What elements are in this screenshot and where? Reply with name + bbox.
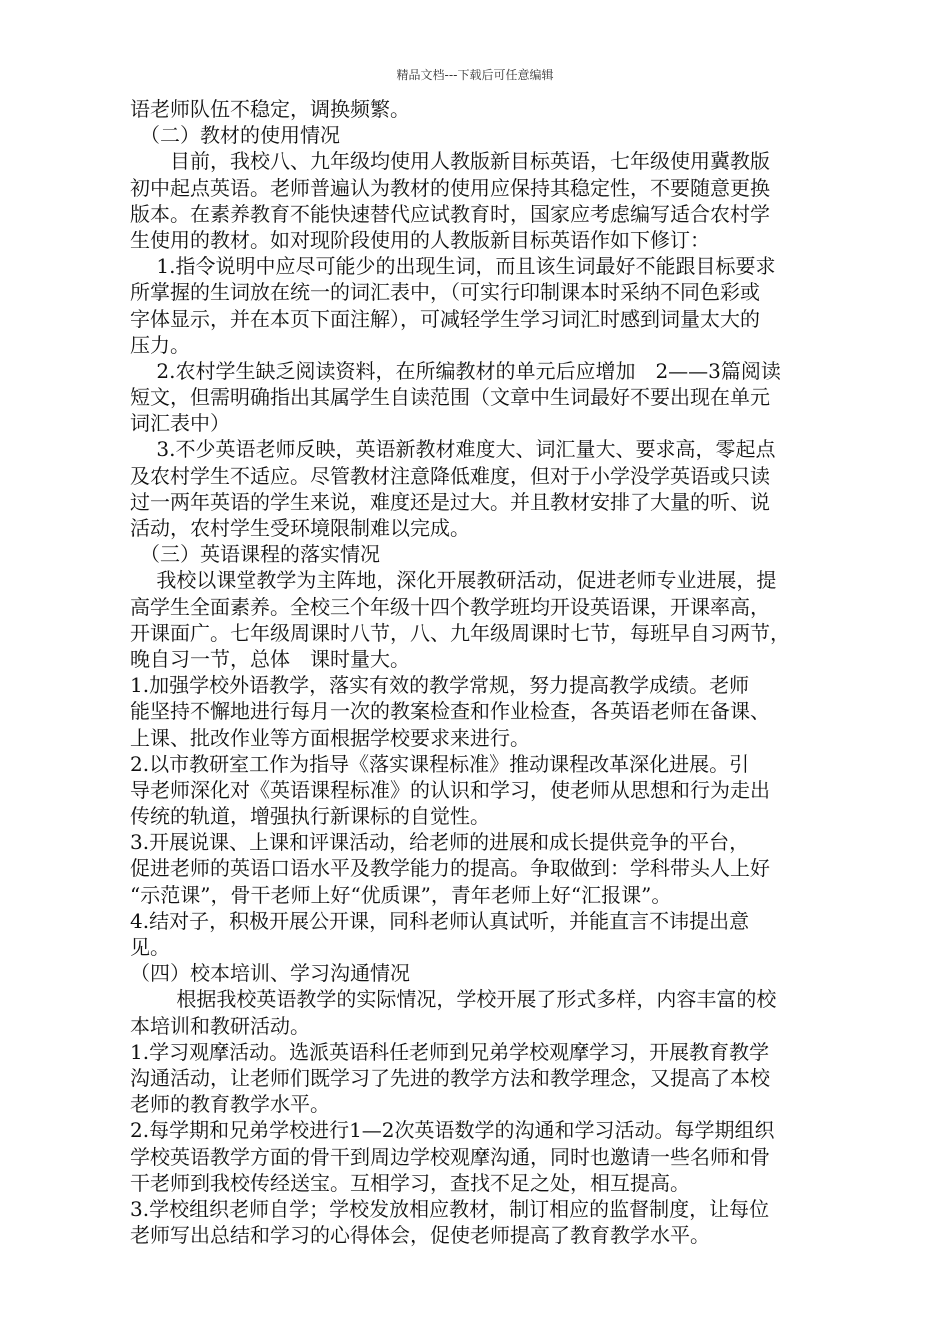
text-line: 根据我校英语教学的实际情况，学校开展了形式多样，内容丰富的校 — [130, 987, 777, 1012]
text-line: 初中起点英语。老师普遍认为教材的使用应保持其稳定性，不要随意更换 — [130, 175, 770, 200]
text-line: 版本。在素养教育不能快速替代应试教育时，国家应考虑编写适合农村学 — [130, 201, 770, 226]
text-line: （四）校本培训、学习沟通情况 — [130, 961, 410, 986]
text-line: 字体显示，并在本页下面注解），可减轻学生学习词汇时感到词量太大的 — [130, 306, 760, 331]
text-line: 活动，农村学生受环境限制难以完成。 — [130, 516, 470, 540]
text-line: 本培训和教研活动。 — [130, 1013, 310, 1038]
text-line: 沟通活动，让老师们既学习了先进的教学方法和教学理念，又提高了本校 — [130, 1065, 770, 1090]
text-line: 能坚持不懈地进行每月一次的教案检查和作业检查，各英语老师在备课、 — [130, 699, 770, 724]
text-line: 学校英语教学方面的骨干到周边学校观摩沟通，同时也邀请一些名师和骨 — [130, 1144, 770, 1169]
text-line: 老师的教育教学水平。 — [130, 1092, 330, 1117]
text-line: 4.结对子，积极开展公开课，同科老师认真试听，并能直言不讳提出意 — [130, 908, 750, 933]
text-line: 高学生全面素养。全校三个年级十四个教学班均开设英语课，开课率高， — [130, 594, 770, 619]
text-line: （三）英语课程的落实情况 — [130, 542, 380, 567]
text-line: 我校以课堂教学为主阵地，深化开展教研活动，促进老师专业进展，提 — [130, 568, 777, 593]
text-line: 词汇表中） — [130, 411, 230, 436]
text-line: 促进老师的英语口语水平及教学能力的提高。争取做到：学科带头人上好 — [130, 856, 770, 881]
text-line: 2.以市教研室工作为指导《落实课程标准》推动课程改革深化进展。引 — [130, 751, 750, 776]
text-line: 3.不少英语老师反映，英语新教材难度大、词汇量大、要求高，零起点 — [130, 437, 776, 462]
text-line: 及农村学生不适应。尽管教材注意降低难度，但对于小学没学英语或只读 — [130, 463, 770, 488]
text-line: 干老师到我校传经送宝。互相学习，查找不足之处，相互提高。 — [130, 1170, 690, 1195]
text-line: 1.学习观摩活动。选派英语科任老师到兄弟学校观摩学习，开展教育教学 — [130, 1039, 770, 1064]
text-line: 见。 — [130, 935, 170, 959]
document-body — [130, 96, 870, 1248]
text-line: 老师写出总结和学习的心得体会，促使老师提高了教育教学水平。 — [130, 1223, 710, 1248]
text-line: 导老师深化对《英语课程标准》的认识和学习，使老师从思想和行为走出 — [130, 777, 770, 802]
text-line: 3.开展说课、上课和评课活动，给老师的进展和成长提供竞争的平台， — [130, 830, 750, 855]
text-line: 2.每学期和兄弟学校进行1—2次英语数学的沟通和学习活动。每学期组织 — [130, 1118, 775, 1143]
text-line: 晚自习一节，总体 课时量大。 — [130, 646, 410, 671]
text-line: “示范课”，骨干老师上好“优质课”，青年老师上好“汇报课”。 — [130, 882, 672, 907]
text-line: 上课、批改作业等方面根据学校要求来进行。 — [130, 725, 530, 750]
text-line: 3.学校组织老师自学；学校发放相应教材，制订相应的监督制度，让每位 — [130, 1196, 770, 1221]
text-line: 生使用的教材。如对现阶段使用的人教版新目标英语作如下修订： — [130, 227, 710, 252]
text-line: 传统的轨道，增强执行新课标的自觉性。 — [130, 804, 490, 829]
text-line: 压力。 — [130, 332, 190, 357]
text-line: 语老师队伍不稳定，调换频繁。 — [130, 97, 410, 121]
text-line: 1.加强学校外语教学，落实有效的教学常规，努力提高教学成绩。老师 — [130, 673, 750, 698]
text-line: 目前，我校八、九年级均使用人教版新目标英语，七年级使用冀教版 — [130, 149, 770, 174]
page-header: 精品文档---下载后可任意编辑 — [396, 68, 554, 82]
text-line: 所掌握的生词放在统一的词汇表中，（可实行印制课本时采纳不同色彩或 — [130, 280, 760, 305]
text-line: 过一两年英语的学生来说，难度还是过大。并且教材安排了大量的听、说 — [130, 489, 770, 514]
text-line: （二）教材的使用情况 — [130, 123, 340, 148]
text-line: 2.农村学生缺乏阅读资料，在所编教材的单元后应增加 2——3篇阅读 — [130, 358, 781, 383]
text-line: 1.指令说明中应尽可能少的出现生词，而且该生词最好不能跟目标要求 — [130, 254, 776, 279]
text-line: 开课面广。七年级周课时八节，八、九年级周课时七节，每班早自习两节， — [130, 620, 790, 645]
text-line: 短文，但需明确指出其属学生自读范围（文章中生词最好不要出现在单元 — [130, 385, 770, 410]
